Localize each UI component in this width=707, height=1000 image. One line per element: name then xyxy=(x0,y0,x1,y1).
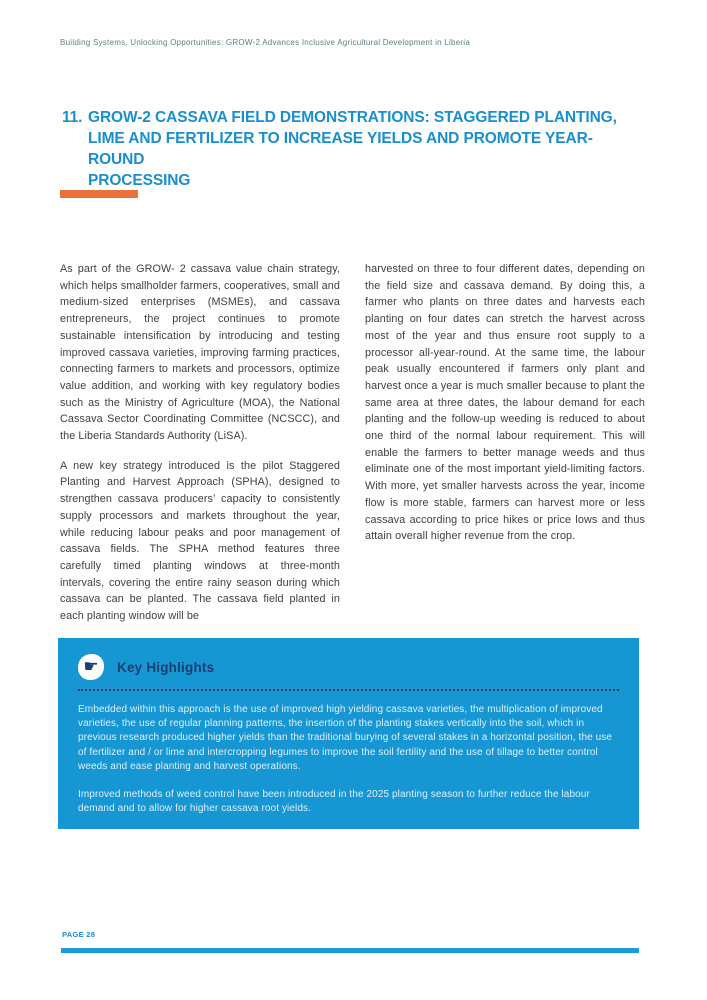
body-columns xyxy=(60,261,645,638)
section-title-line: LIME AND FERTILIZER TO INCREASE YIELDS AND PROMOTE YEAR-ROUND xyxy=(88,130,593,168)
section-title-line: PROCESSING xyxy=(88,172,191,189)
pointing-hand-icon: ☛ xyxy=(78,654,104,680)
dotted-divider xyxy=(78,689,619,691)
paragraph: As part of the GROW- 2 cassava value chain strategy, which helps smallholder farmers, cooperatives, small and medium-sized enterprises (MSMEs), and cassava entrepreneurs, the project continues to promote sustainable intensification by introducing and testing improved cassava varieties, improving farming practices, connecting farmers to markets and processors, optimize value addition, and working with key regulatory bodies such as the Ministry of Agriculture (MOA), the National Cassava Sector Coordinating Committee (NCSCC), and the Liberia Standards Authority (LiSA). xyxy=(60,263,340,443)
body-column-left xyxy=(60,261,340,638)
key-highlights-box xyxy=(58,638,639,829)
page-number: PAGE 28 xyxy=(62,930,96,939)
paragraph: harvested on three to four different dates, depending on the field size and cassava demand. By doing this, a farmer who plants on three dates and harvests each planting on four dates can stretch the harvest across most of the year and thus ensure root supply to a processor all-year-round. At the same time, the labour peak usually encountered if farmers only plant and harvest once a year is much smaller because to plant the same area at three dates, the labour demand for each planting and the follow-up weeding is reduced to about one third of the normal labour requirement. This will enable the farmers to better manage weeds and thus eliminate one of the most important yield-limiting factors. With more, yet smaller harvests across the year, income flow is more stable, farmers can harvest more or less cassava according to price hikes or price lows and thus attain overall higher revenue from the crop. xyxy=(365,263,645,543)
key-highlights-body xyxy=(78,703,619,816)
orange-accent-rule xyxy=(60,190,138,198)
key-highlights-title: Key Highlights xyxy=(117,659,215,675)
section-heading xyxy=(62,107,648,191)
running-header: Building Systems, Unlocking Opportunities: GROW-2 Advances Inclusive Agricultural Development in Liberia xyxy=(60,38,471,47)
section-title xyxy=(88,107,648,191)
highlight-paragraph: Improved methods of weed control have been introduced in the 2025 planting season to further reduce the labour demand and to allow for higher cassava root yields. xyxy=(78,789,590,815)
paragraph: A new key strategy introduced is the pilot Staggered Planting and Harvest Approach (SPHA), designed to strengthen cassava producers’ capacity to consistently supply processors and markets throughout the year, while reducing labour peaks and poor management of cassava fields. The SPHA method features three carefully timed planting windows at three-month intervals, covering the entire rainy season during which cassava can be planted. The cassava field planted in each planting window will be xyxy=(60,459,340,623)
key-highlights-header xyxy=(78,654,619,680)
section-title-line: GROW-2 CASSAVA FIELD DEMONSTRATIONS: STAGGERED PLANTING, xyxy=(88,109,617,126)
footer-bar xyxy=(61,948,639,953)
body-column-right xyxy=(365,261,645,638)
section-number: 11. xyxy=(62,109,83,126)
highlight-paragraph: Embedded within this approach is the use of improved high yielding cassava varieties, the multiplication of improved varieties, the use of regular planning patterns, the insertion of the planting stakes vertically into the soil, which in previous research produced higher yields than the traditional burying of several stakes in a horizontal position, the use of fertilizer and / or lime and intercropping legumes to improve the soil fertility and the use of tillage to better control weeds and ease planting and harvest operations. xyxy=(78,704,613,772)
